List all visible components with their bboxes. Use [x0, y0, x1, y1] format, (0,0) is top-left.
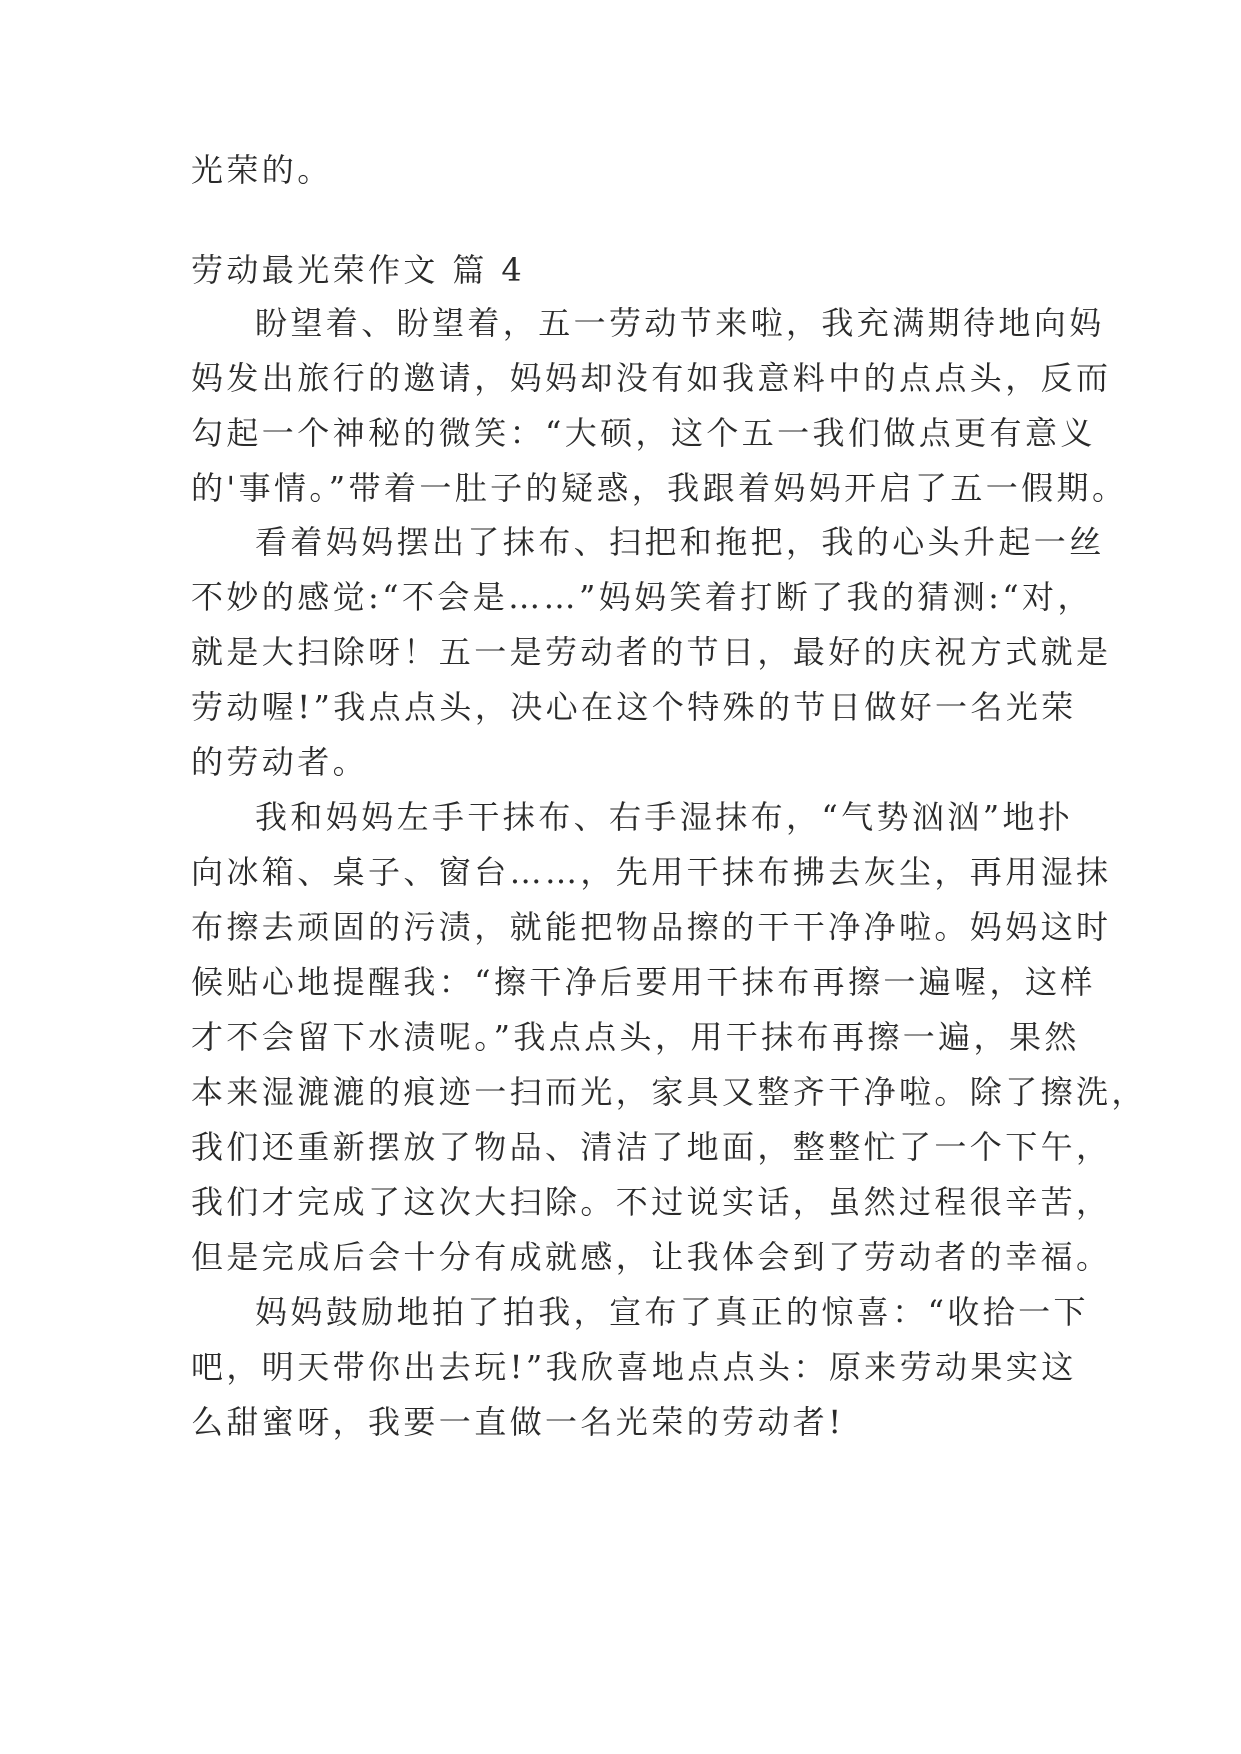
paragraph-3-line-4: 候贴心地提醒我：“擦干净后要用干抹布再擦一遍喔，这样	[191, 963, 1096, 1001]
paragraph-2-line-4: 劳动喔!”我点点头，决心在这个特殊的节日做好一名光荣	[191, 688, 1077, 726]
paragraph-3-line-8: 我们才完成了这次大扫除。不过说实话，虽然过程很辛苦，	[191, 1183, 1112, 1221]
paragraph-3-line-9: 但是完成后会十分有成就感，让我体会到了劳动者的幸福。	[191, 1238, 1112, 1276]
paragraph-4-line-1: 妈妈鼓励地拍了拍我，宣布了真正的惊喜：“收拾一下	[255, 1293, 1089, 1331]
paragraph-1-line-2: 妈发出旅行的邀请，妈妈却没有如我意料中的点点头，反而	[191, 359, 1112, 397]
paragraph-2-line-5: 的劳动者。	[191, 743, 369, 781]
paragraph-3-line-5: 才不会留下水渍呢。”我点点头，用干抹布再擦一遍，果然	[191, 1018, 1080, 1056]
paragraph-2-line-3: 就是大扫除呀！五一是劳动者的节日，最好的庆祝方式就是	[191, 633, 1112, 671]
continuation-line: 光荣的。	[191, 151, 333, 189]
paragraph-3-line-3: 布擦去顽固的污渍，就能把物品擦的干干净净啦。妈妈这时	[191, 908, 1112, 946]
paragraph-3-line-7: 我们还重新摆放了物品、清洁了地面，整整忙了一个下午，	[191, 1128, 1112, 1166]
paragraph-3-line-2: 向冰箱、桌子、窗台……，先用干抹布拂去灰尘，再用湿抹	[191, 853, 1112, 891]
paragraph-3-line-1: 我和妈妈左手干抹布、右手湿抹布，“气势汹汹”地扑	[255, 798, 1074, 836]
paragraph-4-line-3: 么甜蜜呀，我要一直做一名光荣的劳动者!	[191, 1403, 845, 1441]
paragraph-2-line-2: 不妙的感觉:“不会是……”妈妈笑着打断了我的猜测:“对，	[191, 578, 1093, 616]
paragraph-3-line-6: 本来湿漉漉的痕迹一扫而光，家具又整齐干净啦。除了擦洗，	[191, 1073, 1147, 1111]
paragraph-1-line-1: 盼望着、盼望着，五一劳动节来啦，我充满期待地向妈	[255, 304, 1105, 342]
section-title: 劳动最光荣作文 篇 4	[191, 251, 526, 289]
paragraph-2-line-1: 看着妈妈摆出了抹布、扫把和拖把，我的心头升起一丝	[255, 523, 1105, 561]
paragraph-1-line-4: 的'事情。”带着一肚子的疑惑，我跟着妈妈开启了五一假期。	[191, 469, 1128, 507]
paragraph-4-line-2: 吧，明天带你出去玩!”我欣喜地点点头：原来劳动果实这	[191, 1348, 1077, 1386]
paragraph-1-line-3: 勾起一个神秘的微笑：“大硕，这个五一我们做点更有意义	[191, 414, 1096, 452]
